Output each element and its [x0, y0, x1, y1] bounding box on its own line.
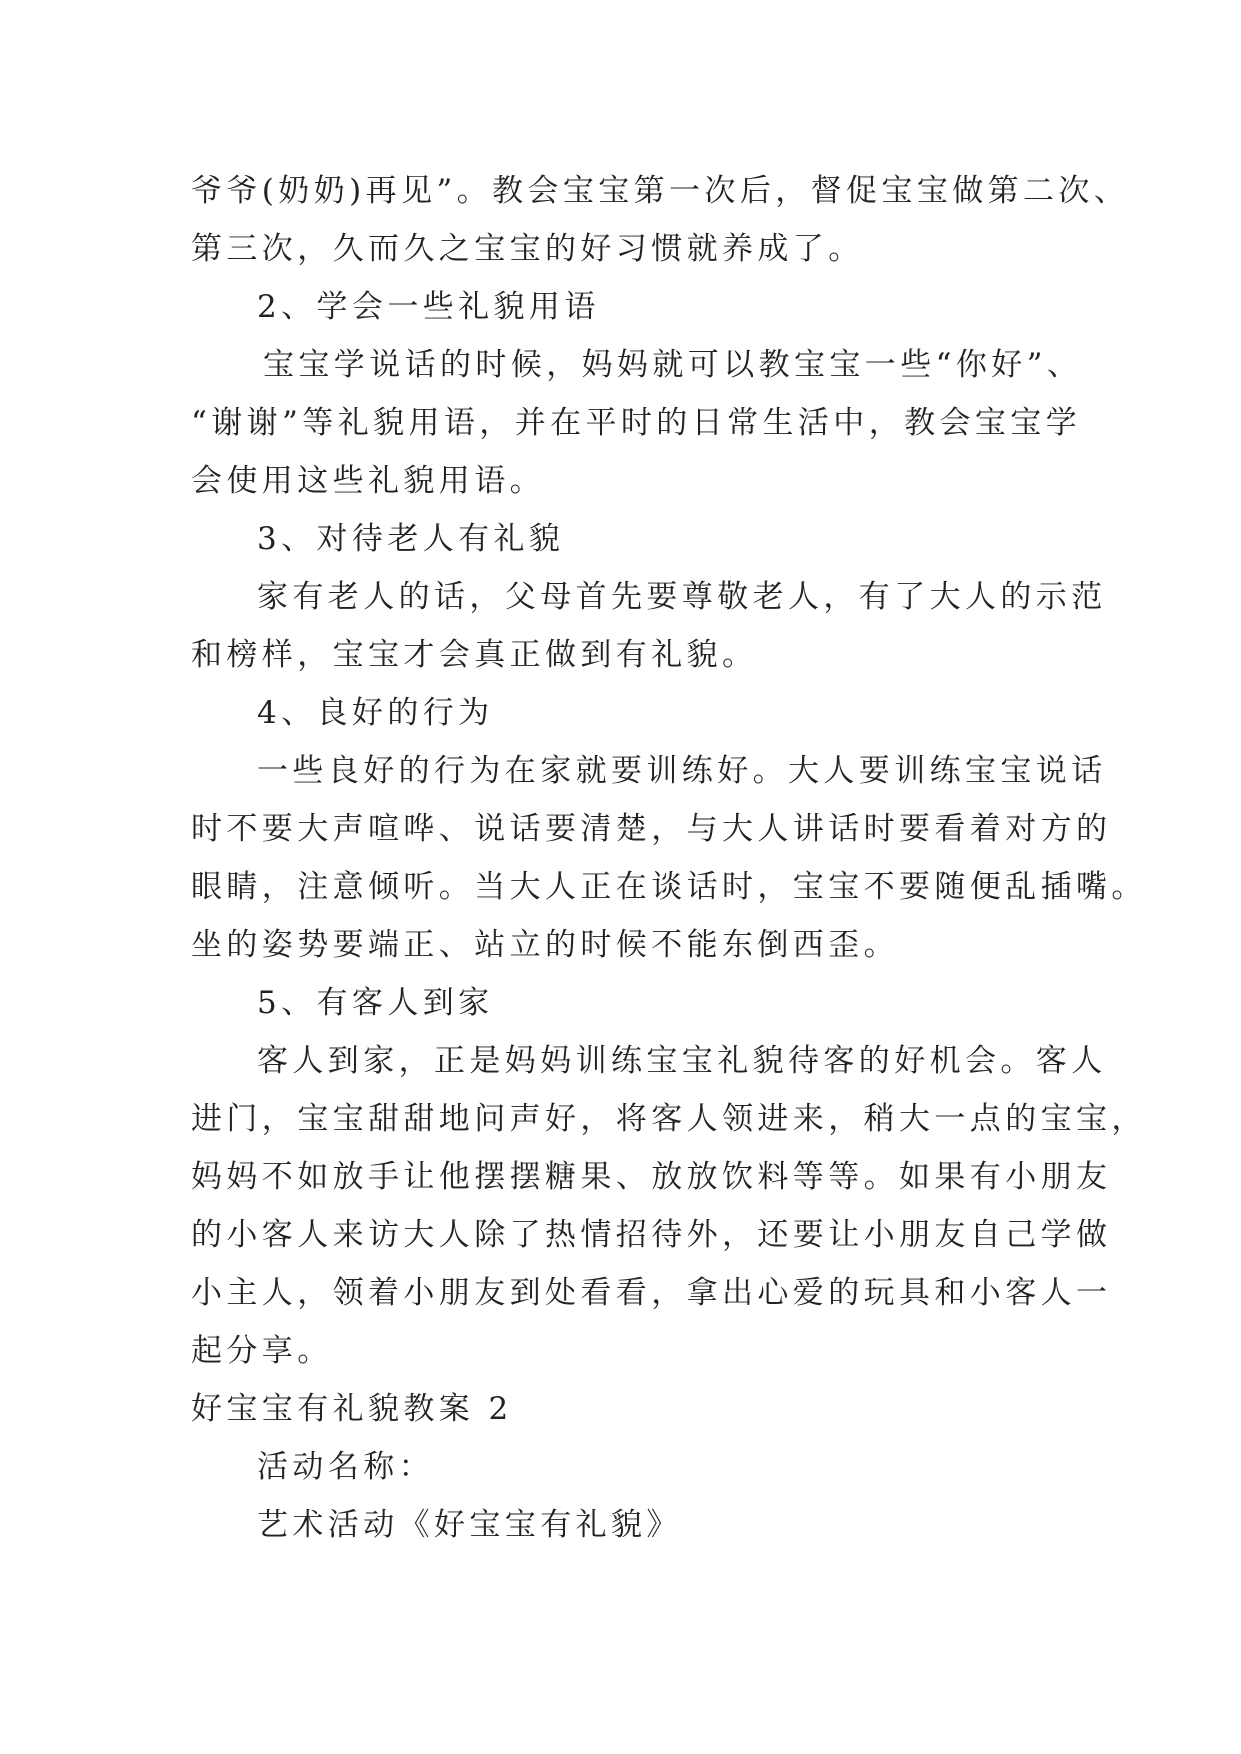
- text-line: 第三次，久而久之宝宝的好习惯就养成了。: [191, 231, 864, 267]
- section-heading: 5、有客人到家: [257, 985, 494, 1021]
- text-line: “谢谢”等礼貌用语，并在平时的日常生活中，教会宝宝学: [191, 405, 1082, 441]
- text-line: 宝宝学说话的时候，妈妈就可以教宝宝一些“你好”、: [263, 347, 1083, 383]
- text-line: 活动名称：: [257, 1449, 434, 1485]
- text-line: 起分享。: [191, 1333, 333, 1369]
- text-line: 妈妈不如放手让他摆摆糖果、放放饮料等等。如果有小朋友: [191, 1159, 1112, 1195]
- text-line: 家有老人的话，父母首先要尊敬老人，有了大人的示范: [257, 579, 1107, 615]
- document-body: [191, 162, 1147, 1554]
- text-line: 艺术活动《好宝宝有礼貌》: [257, 1507, 682, 1543]
- text-line: 爷爷(奶奶)再见”。教会宝宝第一次后，督促宝宝做第二次、: [191, 173, 1130, 209]
- section-heading: 2、学会一些礼貌用语: [257, 289, 600, 325]
- text-line: 小主人，领着小朋友到处看看，拿出心爱的玩具和小客人一: [191, 1275, 1112, 1311]
- document-title: 好宝宝有礼貌教案 2: [191, 1391, 513, 1427]
- text-line: 一些良好的行为在家就要训练好。大人要训练宝宝说话: [257, 753, 1107, 789]
- text-line: 进门，宝宝甜甜地问声好，将客人领进来，稍大一点的宝宝，: [191, 1101, 1147, 1137]
- text-line: 时不要大声喧哗、说话要清楚，与大人讲话时要看着对方的: [191, 811, 1112, 847]
- section-heading: 4、良好的行为: [257, 695, 494, 731]
- text-line: 和榜样，宝宝才会真正做到有礼貌。: [191, 637, 758, 673]
- text-line: 眼睛，注意倾听。当大人正在谈话时，宝宝不要随便乱插嘴。: [191, 869, 1147, 905]
- section-heading: 3、对待老人有礼貌: [257, 521, 565, 557]
- text-line: 坐的姿势要端正、站立的时候不能东倒西歪。: [191, 927, 899, 963]
- text-line: 客人到家，正是妈妈训练宝宝礼貌待客的好机会。客人: [257, 1043, 1107, 1079]
- text-line: 会使用这些礼貌用语。: [191, 463, 545, 499]
- text-line: 的小客人来访大人除了热情招待外，还要让小朋友自己学做: [191, 1217, 1112, 1253]
